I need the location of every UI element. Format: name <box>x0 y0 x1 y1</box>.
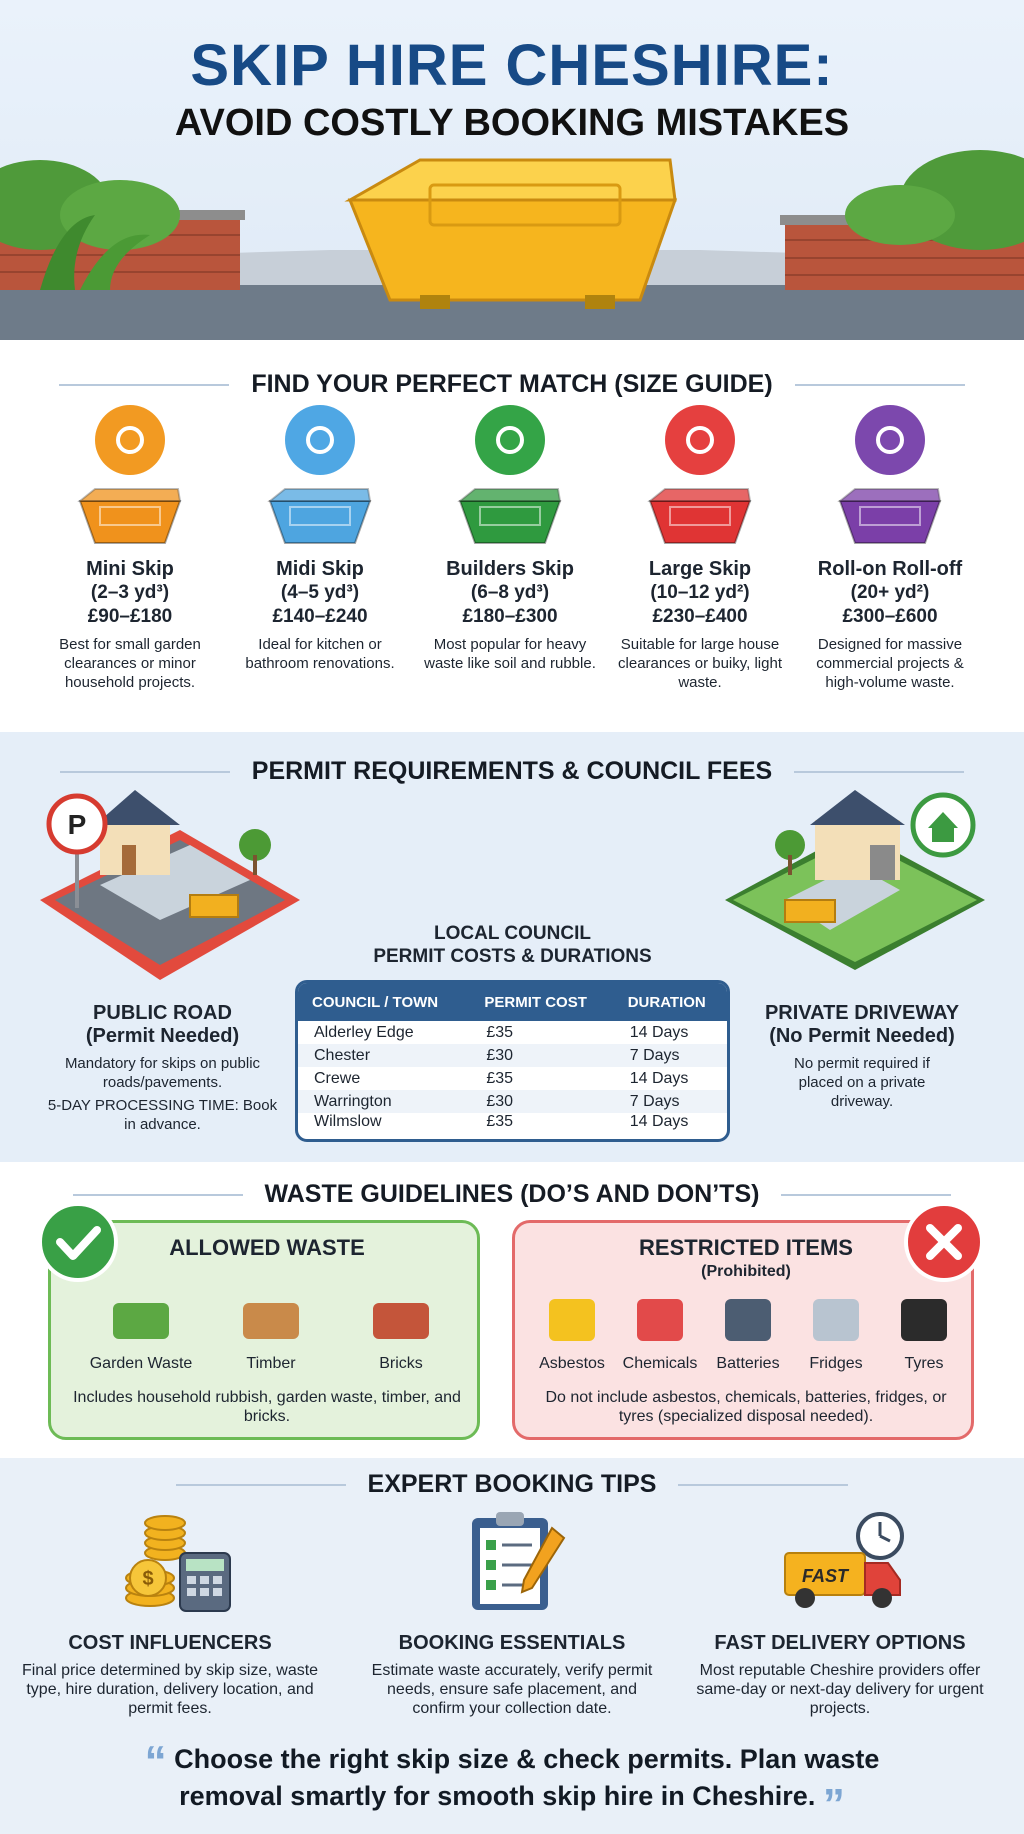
restricted-item <box>529 1285 615 1373</box>
permit-table <box>295 980 730 1142</box>
skip-card <box>40 405 220 692</box>
tip-delivery-title: FAST DELIVERY OPTIONS <box>714 1632 966 1654</box>
tip-cost-influencers <box>20 1508 320 1718</box>
private-driveway-title: PRIVATE DRIVEWAY <box>764 1002 960 1024</box>
table-row <box>298 1090 727 1113</box>
skip-bin-icon <box>830 481 950 551</box>
restricted-items-title: RESTRICTED ITEMS <box>639 1235 853 1260</box>
table-cell: 14 Days <box>629 1113 689 1130</box>
private-driveway-subtitle: (No Permit Needed) <box>769 1025 955 1047</box>
quote-line-2: removal smartly for smooth skip hire in Cheshire. <box>179 1781 816 1811</box>
allowed-item-label: Bricks <box>379 1355 423 1372</box>
skip-bin-icon <box>450 481 570 551</box>
table-cell: £35 <box>486 1113 514 1130</box>
tips-heading: EXPERT BOOKING TIPS <box>0 1470 1024 1499</box>
restricted-item-icon <box>801 1285 871 1350</box>
table-cell: 14 Days <box>629 1069 689 1087</box>
skip-price: £180–£300 <box>462 606 558 627</box>
tip-cost-title: COST INFLUENCERS <box>68 1632 272 1654</box>
restricted-item <box>617 1285 703 1373</box>
cross-badge-icon <box>902 1200 986 1284</box>
skip-description: Suitable for large house clearances or buiky, light waste. <box>618 636 782 691</box>
permit-table-title <box>295 922 730 968</box>
waste-heading: WASTE GUIDELINES (DO’S AND DON’TS) <box>0 1180 1024 1209</box>
allowed-item-icon <box>231 1285 311 1350</box>
public-road-note: 5-DAY PROCESSING TIME: Book in advance. <box>47 1097 278 1133</box>
open-quote-icon: “ <box>144 1737 167 1786</box>
permit-table-title-line1: LOCAL COUNCIL <box>434 923 591 944</box>
allowed-item-label: Garden Waste <box>89 1355 193 1372</box>
tip-booking-desc: Estimate waste accurately, verify permit needs, ensure safe placement, and confirm your collection date. <box>371 1662 653 1717</box>
private-driveway-illustration <box>725 790 985 990</box>
restricted-item-icon <box>889 1285 959 1350</box>
skip-name: Builders Skip <box>446 558 574 580</box>
skip-description: Best for small garden clearances or minor household projects. <box>59 636 201 691</box>
restricted-item-icon <box>625 1285 695 1350</box>
allowed-waste-title: ALLOWED WASTE <box>169 1235 365 1260</box>
skip-volume: (6–8 yd³) <box>470 582 550 603</box>
restricted-item <box>705 1285 791 1373</box>
skip-volume: (20+ yd²) <box>850 582 930 603</box>
restricted-item-label: Batteries <box>716 1355 780 1372</box>
table-cell: Chester <box>298 1044 470 1067</box>
permit-table-title-line2: PERMIT COSTS & DURATIONS <box>373 946 652 967</box>
table-row <box>298 1021 727 1044</box>
restricted-item-label: Asbestos <box>539 1355 605 1372</box>
table-cell: £30 <box>470 1044 613 1067</box>
allowed-item-icon <box>361 1285 441 1350</box>
factory-icon <box>855 405 925 475</box>
skip-price: £140–£240 <box>272 606 368 627</box>
skip-volume: (10–12 yd²) <box>650 582 750 603</box>
tip-booking-title: BOOKING ESSENTIALS <box>398 1632 626 1654</box>
private-driveway-block <box>742 1002 982 1111</box>
skip-description: Designed for massive commercial projects & high-volume waste. <box>816 636 964 691</box>
public-road-desc: Mandatory for skips on public roads/pavements. <box>64 1055 261 1091</box>
restricted-item-label: Tyres <box>904 1355 944 1372</box>
sofa-icon <box>665 405 735 475</box>
delivery-truck-clock-icon <box>770 1508 910 1613</box>
restricted-item <box>793 1285 879 1373</box>
allowed-item-label: Timber <box>246 1355 296 1372</box>
tip-fast-delivery <box>690 1508 990 1718</box>
allowed-item <box>341 1285 461 1373</box>
svg-text:P: P <box>67 809 87 840</box>
tip-booking-essentials <box>362 1508 662 1718</box>
public-road-block <box>40 1002 285 1134</box>
skip-description: Ideal for kitchen or bathroom renovations. <box>245 636 395 672</box>
check-badge-icon <box>36 1200 120 1284</box>
table-cell: 14 Days <box>629 1023 689 1041</box>
table-cell: Alderley Edge <box>314 1023 414 1041</box>
restricted-item-label: Chemicals <box>622 1355 698 1372</box>
size-guide-heading: FIND YOUR PERFECT MATCH (SIZE GUIDE) <box>0 370 1024 399</box>
restricted-item-label: Fridges <box>809 1355 863 1372</box>
table-cell: Warrington <box>298 1090 470 1113</box>
skip-price: £300–£600 <box>842 606 938 627</box>
page-subtitle: AVOID COSTLY BOOKING MISTAKES <box>174 102 850 144</box>
quote-line-1: Choose the right skip size & check permits. Plan waste <box>174 1744 880 1774</box>
allowed-item <box>81 1285 201 1373</box>
permit-heading: PERMIT REQUIREMENTS & COUNCIL FEES <box>0 757 1024 786</box>
fork-leaf-icon <box>95 405 165 475</box>
restricted-items-desc: Do not include asbestos, chemicals, batteries, fridges, or tyres (specialized disposal needed). <box>545 1389 947 1425</box>
truck-label: FAST <box>801 1566 849 1586</box>
skip-description: Most popular for heavy waste like soil and rubble. <box>424 636 596 672</box>
allowed-waste-desc: Includes household rubbish, garden waste, timber, and bricks. <box>73 1389 461 1425</box>
public-road-title: PUBLIC ROAD <box>93 1002 232 1024</box>
restricted-items-subtitle: (Prohibited) <box>701 1263 791 1280</box>
skip-price: £90–£180 <box>87 606 173 627</box>
table-cell: Crewe <box>314 1069 361 1087</box>
table-cell: £30 <box>470 1090 613 1113</box>
restricted-item-icon <box>713 1285 783 1350</box>
restricted-item <box>881 1285 967 1373</box>
table-cell: 7 Days <box>614 1044 727 1067</box>
clipboard-checklist-icon <box>452 1508 572 1613</box>
tools-icon <box>285 405 355 475</box>
allowed-item <box>211 1285 331 1373</box>
skip-card <box>800 405 980 692</box>
private-driveway-desc: No permit required if placed on a private driveway. <box>794 1055 930 1110</box>
coins-calculator-icon <box>100 1508 240 1613</box>
hard-hat-bricks-icon <box>475 405 545 475</box>
skip-card <box>420 405 600 673</box>
skip-name: Midi Skip <box>276 558 364 580</box>
table-row <box>298 1044 727 1067</box>
table-row <box>298 1067 727 1090</box>
public-road-illustration <box>40 790 300 990</box>
permit-table-header: COUNCIL / TOWN <box>298 983 470 1021</box>
table-cell: £35 <box>486 1069 514 1087</box>
skip-price: £230–£400 <box>652 606 748 627</box>
skip-bin-icon <box>640 481 760 551</box>
public-road-subtitle: (Permit Needed) <box>85 1025 240 1047</box>
tip-cost-desc: Final price determined by skip size, waste type, hire duration, delivery location, and permit fees. <box>21 1662 319 1717</box>
permit-table-header: DURATION <box>614 983 727 1021</box>
permit-table-header: PERMIT COST <box>470 983 613 1021</box>
table-cell: Wilmslow <box>314 1113 382 1130</box>
closing-quote <box>0 1737 1024 1829</box>
close-quote-icon: ” <box>822 1780 845 1829</box>
allowed-item-icon <box>101 1285 181 1350</box>
header-banner <box>0 0 1024 340</box>
table-cell: 7 Days <box>614 1090 727 1113</box>
skip-name: Mini Skip <box>86 558 174 580</box>
page-title: SKIP HIRE CHESHIRE: <box>190 33 834 98</box>
skip-card <box>610 405 790 692</box>
restricted-item-icon <box>537 1285 607 1350</box>
svg-text:$: $ <box>142 1568 154 1590</box>
skip-bin-icon <box>70 481 190 551</box>
table-cell: £35 <box>486 1023 514 1041</box>
skip-bin-icon <box>260 481 380 551</box>
table-row <box>298 1113 727 1139</box>
skip-volume: (4–5 yd³) <box>280 582 360 603</box>
tip-delivery-desc: Most reputable Cheshire providers offer same-day or next-day delivery for urgent projects. <box>696 1662 984 1717</box>
skip-name: Roll-on Roll-off <box>817 558 963 580</box>
skip-volume: (2–3 yd³) <box>90 582 170 603</box>
skip-name: Large Skip <box>648 558 752 580</box>
skip-card <box>230 405 410 673</box>
